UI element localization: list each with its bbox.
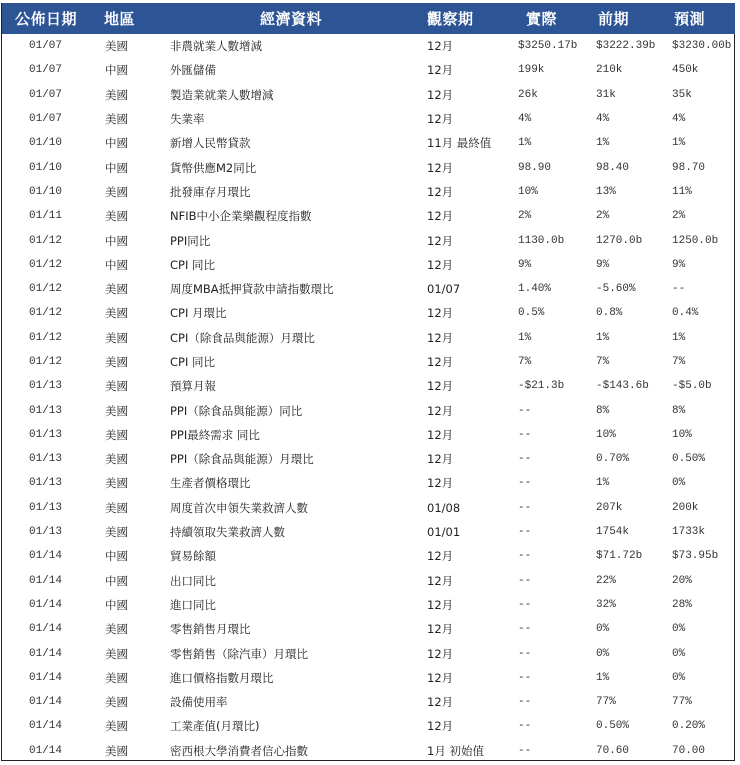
table-row — [2, 447, 735, 471]
region-cell: 美國 — [105, 452, 128, 467]
release-date-cell: 01/12 — [29, 283, 63, 296]
forecast-value-cell: 1% — [672, 331, 686, 344]
period-cell: 12月 — [427, 355, 454, 369]
previous-value-cell: 1754k — [596, 526, 630, 539]
region-cell: 美國 — [105, 209, 128, 224]
table-row — [2, 277, 735, 301]
indicator-cell: NFIB中小企業樂觀程度指數 — [170, 209, 312, 224]
period-cell: 12月 — [427, 476, 454, 491]
column-header-actual: 實際 — [526, 10, 558, 28]
previous-value-cell: 1270.0b — [596, 234, 643, 247]
column-header-forecast: 預測 — [674, 10, 706, 28]
period-cell: 12月 — [427, 39, 454, 54]
indicator-cell: 設備使用率 — [170, 695, 228, 710]
forecast-value-cell: 0.50% — [672, 453, 706, 466]
period-cell: 12月 — [427, 209, 454, 224]
period-cell: 12月 — [427, 330, 454, 345]
indicator-cell: PPI同比 — [170, 233, 211, 248]
forecast-value-cell: 8% — [672, 404, 686, 417]
table-row — [2, 58, 735, 82]
period-cell: 12月 — [427, 452, 454, 467]
actual-value-cell: -- — [518, 647, 532, 660]
region-cell: 美國 — [105, 379, 128, 394]
release-date-cell: 01/10 — [29, 185, 63, 198]
indicator-cell: 新增人民幣貸款 — [170, 136, 251, 151]
period-cell: 12月 — [427, 427, 454, 442]
forecast-value-cell: 0.4% — [672, 307, 699, 320]
actual-value-cell: -- — [518, 428, 532, 441]
indicator-cell: 進口價格指數月環比 — [170, 670, 274, 685]
period-cell: 12月 — [427, 87, 454, 102]
period-cell: 12月 — [427, 573, 454, 588]
economic-calendar-table-container — [1, 3, 735, 761]
indicator-cell: CPI 同比 — [170, 257, 216, 272]
forecast-value-cell: 9% — [672, 258, 686, 271]
period-cell: 12月 — [427, 63, 454, 78]
region-cell: 美國 — [105, 282, 128, 297]
header-row — [2, 3, 735, 34]
region-cell: 美國 — [105, 87, 128, 102]
previous-value-cell: 13% — [596, 185, 616, 198]
release-date-cell: 01/14 — [29, 574, 63, 587]
actual-value-cell: -- — [518, 696, 532, 709]
indicator-cell: 批發庫存月環比 — [170, 184, 251, 199]
region-cell: 中國 — [105, 573, 128, 588]
period-cell: 12月 — [427, 160, 454, 175]
forecast-value-cell: 28% — [672, 598, 692, 611]
previous-value-cell: 0.50% — [596, 720, 630, 733]
column-header-economic-data: 經濟資料 — [260, 10, 323, 28]
forecast-value-cell: 98.70 — [672, 161, 706, 174]
release-date-cell: 01/13 — [29, 453, 63, 466]
indicator-cell: 零售銷售（除汽車）月環比 — [170, 646, 308, 661]
previous-value-cell: 98.40 — [596, 161, 630, 174]
region-cell: 美國 — [105, 646, 128, 661]
period-cell: 12月 — [427, 403, 454, 418]
actual-value-cell: -- — [518, 744, 532, 757]
forecast-value-cell: 11% — [672, 185, 692, 198]
table-row — [2, 301, 735, 325]
indicator-cell: 製造業就業人數增減 — [170, 87, 274, 102]
previous-value-cell: 31k — [596, 88, 616, 101]
actual-value-cell: $3250.17b — [518, 40, 578, 53]
indicator-cell: 外匯儲備 — [170, 63, 216, 78]
release-date-cell: 01/13 — [29, 404, 63, 417]
release-date-cell: 01/12 — [29, 234, 63, 247]
previous-value-cell: 207k — [596, 501, 623, 514]
column-header-release-date: 公佈日期 — [15, 10, 78, 28]
region-cell: 美國 — [105, 306, 128, 321]
actual-value-cell: 1% — [518, 137, 532, 150]
actual-value-cell: 4% — [518, 113, 532, 126]
actual-value-cell: 7% — [518, 356, 532, 368]
region-cell: 美國 — [105, 670, 128, 685]
actual-value-cell: -- — [518, 453, 532, 466]
actual-value-cell: -- — [518, 526, 532, 539]
indicator-cell: PPI最終需求 同比 — [170, 427, 260, 442]
release-date-cell: 01/14 — [29, 647, 63, 660]
period-cell: 12月 — [427, 695, 454, 710]
previous-value-cell: 0% — [596, 647, 610, 660]
table-row — [2, 374, 735, 398]
release-date-cell: 01/12 — [29, 307, 63, 320]
indicator-cell: PPI（除食品與能源）同比 — [170, 403, 303, 418]
actual-value-cell: 2% — [518, 210, 532, 223]
forecast-value-cell: 7% — [672, 356, 686, 368]
previous-value-cell: 4% — [596, 113, 610, 126]
actual-value-cell: 10% — [518, 185, 538, 198]
table-row — [2, 690, 735, 714]
previous-value-cell: 9% — [596, 258, 610, 271]
region-cell: 美國 — [105, 427, 128, 442]
region-cell: 中國 — [105, 160, 128, 175]
table-row — [2, 471, 735, 495]
table-row — [2, 398, 735, 422]
period-cell: 12月 — [427, 719, 454, 734]
table-row — [2, 228, 735, 252]
indicator-cell: 預算月報 — [170, 379, 216, 394]
previous-value-cell: 1% — [596, 477, 610, 490]
period-cell: 01/08 — [427, 500, 461, 515]
region-cell: 美國 — [105, 112, 128, 127]
indicator-cell: 生產者價格環比 — [170, 476, 251, 491]
actual-value-cell: -- — [518, 720, 532, 733]
previous-value-cell: 1% — [596, 331, 610, 344]
period-cell: 12月 — [427, 670, 454, 685]
region-cell: 中國 — [105, 136, 128, 151]
column-header-previous: 前期 — [598, 10, 630, 28]
period-cell: 12月 — [427, 549, 454, 564]
forecast-value-cell: 0.20% — [672, 720, 706, 733]
actual-value-cell: -- — [518, 501, 532, 514]
previous-value-cell: 8% — [596, 404, 610, 417]
release-date-cell: 01/14 — [29, 696, 63, 709]
forecast-value-cell: 35k — [672, 88, 692, 101]
table-row — [2, 34, 735, 58]
release-date-cell: 01/07 — [29, 40, 63, 53]
indicator-cell: 零售銷售月環比 — [170, 622, 251, 637]
previous-value-cell: 7% — [596, 356, 610, 368]
indicator-cell: 周度MBA抵押貸款申請指數環比 — [170, 282, 334, 297]
indicator-cell: CPI（除食品與能源）月環比 — [170, 330, 315, 345]
period-cell: 12月 — [427, 597, 454, 612]
actual-value-cell: -- — [518, 477, 532, 490]
release-date-cell: 01/07 — [29, 64, 63, 77]
region-cell: 美國 — [105, 743, 128, 758]
period-cell: 01/01 — [427, 525, 461, 540]
table-row — [2, 83, 735, 107]
release-date-cell: 01/14 — [29, 744, 63, 757]
forecast-value-cell: 1733k — [672, 526, 706, 539]
forecast-value-cell: 0% — [672, 623, 686, 636]
release-date-cell: 01/07 — [29, 88, 63, 101]
table-row — [2, 155, 735, 179]
indicator-cell: 非農就業人數增減 — [170, 39, 262, 54]
period-cell: 12月 — [427, 646, 454, 661]
region-cell: 美國 — [105, 39, 128, 54]
previous-value-cell: 0.70% — [596, 453, 630, 466]
table-row — [2, 423, 735, 447]
indicator-cell: 密西根大學消費者信心指數 — [170, 743, 308, 758]
previous-value-cell: 1% — [596, 137, 610, 150]
actual-value-cell: -- — [518, 671, 532, 684]
region-cell: 中國 — [105, 233, 128, 248]
period-cell: 12月 — [427, 233, 454, 248]
table-row — [2, 496, 735, 520]
forecast-value-cell: 77% — [672, 696, 692, 709]
release-date-cell: 01/13 — [29, 501, 63, 514]
actual-value-cell: -- — [518, 404, 532, 417]
forecast-value-cell: -$5.0b — [672, 380, 712, 393]
previous-value-cell: 1% — [596, 671, 610, 684]
actual-value-cell: -- — [518, 550, 532, 563]
forecast-value-cell: 10% — [672, 428, 692, 441]
actual-value-cell: 1130.0b — [518, 234, 565, 247]
indicator-cell: 進口同比 — [170, 597, 216, 612]
actual-value-cell: 1.40% — [518, 283, 552, 296]
release-date-cell: 01/12 — [29, 356, 63, 368]
table-row — [2, 593, 735, 617]
table-row — [2, 350, 735, 374]
actual-value-cell: -- — [518, 574, 532, 587]
release-date-cell: 01/10 — [29, 161, 63, 174]
column-header-period: 觀察期 — [427, 10, 474, 28]
period-cell: 12月 — [427, 379, 454, 394]
forecast-value-cell: 2% — [672, 210, 686, 223]
column-header-region: 地區 — [104, 10, 136, 28]
table-row — [2, 253, 735, 277]
forecast-value-cell: 4% — [672, 113, 686, 126]
economic-calendar-table — [2, 3, 735, 763]
actual-value-cell: 98.90 — [518, 161, 552, 174]
previous-value-cell: 2% — [596, 210, 610, 223]
actual-value-cell: 9% — [518, 258, 532, 271]
region-cell: 美國 — [105, 500, 128, 515]
previous-value-cell: 32% — [596, 598, 616, 611]
indicator-cell: CPI 月環比 — [170, 306, 227, 321]
forecast-value-cell: $73.95b — [672, 550, 719, 563]
previous-value-cell: 22% — [596, 574, 616, 587]
table-row — [2, 326, 735, 350]
table-row — [2, 544, 735, 568]
previous-value-cell: 77% — [596, 696, 616, 709]
previous-value-cell: $71.72b — [596, 550, 643, 563]
release-date-cell: 01/12 — [29, 258, 63, 271]
table-row — [2, 666, 735, 690]
period-cell: 01/07 — [427, 282, 461, 297]
release-date-cell: 01/10 — [29, 137, 63, 150]
indicator-cell: 周度首次申領失業救濟人數 — [170, 500, 308, 515]
period-cell: 12月 — [427, 257, 454, 272]
actual-value-cell: 26k — [518, 88, 538, 101]
period-cell: 11月 最終值 — [427, 136, 492, 151]
previous-value-cell: 10% — [596, 428, 616, 441]
indicator-cell: 工業產值(月環比) — [170, 719, 260, 734]
table-row — [2, 641, 735, 665]
indicator-cell: 持續領取失業救濟人數 — [170, 525, 285, 540]
indicator-cell: 貨幣供應M2同比 — [170, 160, 257, 175]
previous-value-cell: 0.8% — [596, 307, 623, 320]
actual-value-cell: 0.5% — [518, 307, 545, 320]
region-cell: 美國 — [105, 476, 128, 491]
previous-value-cell: -5.60% — [596, 283, 636, 296]
table-header — [2, 3, 735, 34]
indicator-cell: CPI 同比 — [170, 355, 216, 369]
release-date-cell: 01/13 — [29, 428, 63, 441]
indicator-cell: 出口同比 — [170, 573, 216, 588]
actual-value-cell: -$21.3b — [518, 380, 565, 393]
region-cell: 中國 — [105, 63, 128, 78]
actual-value-cell: -- — [518, 623, 532, 636]
release-date-cell: 01/07 — [29, 113, 63, 126]
previous-value-cell: $3222.39b — [596, 40, 656, 53]
release-date-cell: 01/13 — [29, 526, 63, 539]
indicator-cell: PPI（除食品與能源）月環比 — [170, 452, 314, 467]
release-date-cell: 01/13 — [29, 477, 63, 490]
release-date-cell: 01/11 — [29, 210, 63, 223]
actual-value-cell: 199k — [518, 64, 545, 77]
region-cell: 美國 — [105, 184, 128, 199]
table-row — [2, 617, 735, 641]
previous-value-cell: -$143.6b — [596, 380, 649, 393]
region-cell: 美國 — [105, 622, 128, 637]
region-cell: 中國 — [105, 549, 128, 564]
region-cell: 美國 — [105, 719, 128, 734]
period-cell: 12月 — [427, 306, 454, 321]
period-cell: 12月 — [427, 112, 454, 127]
previous-value-cell: 0% — [596, 623, 610, 636]
region-cell: 美國 — [105, 355, 128, 369]
region-cell: 美國 — [105, 525, 128, 540]
forecast-value-cell: 1250.0b — [672, 234, 719, 247]
previous-value-cell: 70.60 — [596, 744, 630, 757]
period-cell: 12月 — [427, 184, 454, 199]
forecast-value-cell: 1% — [672, 137, 686, 150]
release-date-cell: 01/14 — [29, 671, 63, 684]
forecast-value-cell: -- — [672, 283, 686, 296]
release-date-cell: 01/14 — [29, 720, 63, 733]
region-cell: 美國 — [105, 403, 128, 418]
release-date-cell: 01/14 — [29, 623, 63, 636]
region-cell: 中國 — [105, 257, 128, 272]
forecast-value-cell: 20% — [672, 574, 692, 587]
table-row — [2, 569, 735, 593]
region-cell: 美國 — [105, 330, 128, 345]
actual-value-cell: -- — [518, 598, 532, 611]
forecast-value-cell: 450k — [672, 64, 699, 77]
table-row — [2, 131, 735, 155]
table-row — [2, 714, 735, 738]
release-date-cell: 01/14 — [29, 598, 63, 611]
forecast-value-cell: 0% — [672, 671, 686, 684]
previous-value-cell: 210k — [596, 64, 623, 77]
region-cell: 中國 — [105, 597, 128, 612]
period-cell: 1月 初始值 — [427, 743, 484, 758]
actual-value-cell: 1% — [518, 331, 532, 344]
table-row — [2, 520, 735, 544]
release-date-cell: 01/12 — [29, 331, 63, 344]
forecast-value-cell: 0% — [672, 477, 686, 490]
release-date-cell: 01/13 — [29, 380, 63, 393]
release-date-cell: 01/14 — [29, 550, 63, 563]
table-row — [2, 739, 735, 763]
region-cell: 美國 — [105, 695, 128, 710]
table-row — [2, 180, 735, 204]
forecast-value-cell: $3230.00b — [672, 40, 732, 53]
period-cell: 12月 — [427, 622, 454, 637]
forecast-value-cell: 0% — [672, 647, 686, 660]
table-row — [2, 107, 735, 131]
forecast-value-cell: 200k — [672, 501, 699, 514]
table-body — [2, 34, 735, 763]
table-row — [2, 204, 735, 228]
indicator-cell: 失業率 — [170, 112, 205, 127]
indicator-cell: 貿易餘額 — [170, 549, 216, 564]
forecast-value-cell: 70.00 — [672, 744, 706, 757]
